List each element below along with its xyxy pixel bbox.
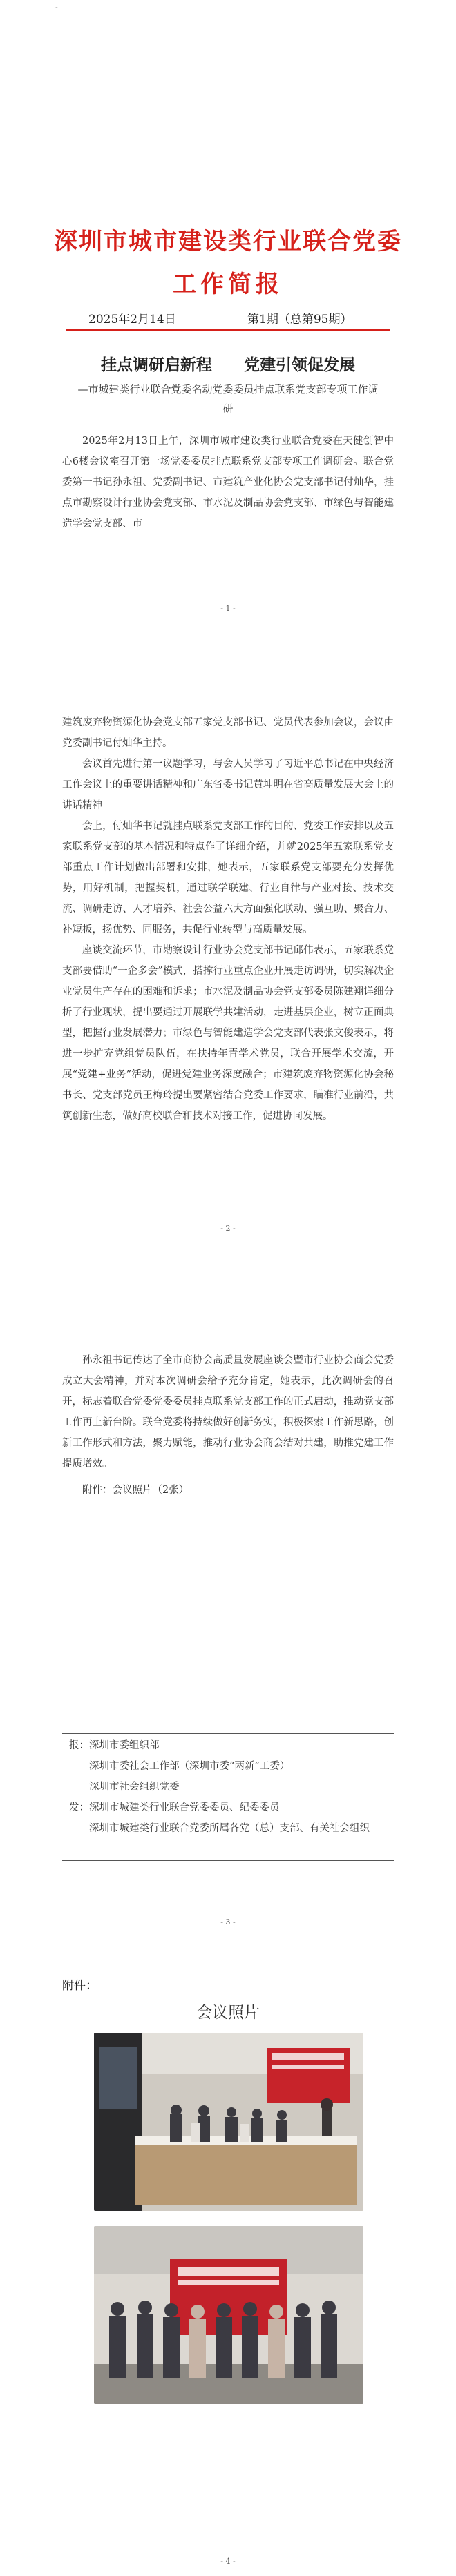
distribution-block [69,1735,401,1839]
meeting-photo-1 [94,2033,363,2211]
article-headline: 挂点调研启新程 党建引领促发展 [101,355,355,374]
page-number: - 1 - [220,604,236,613]
attachment-note: 附件：会议照片（2张） [82,1485,189,1496]
distribution-top-rule [62,1733,394,1734]
meeting-photo-2-image [94,2226,363,2404]
send-recipient: 深圳市委社会工作部（深圳市委“两新”工委） [89,1761,290,1772]
article-body-page3 [62,1350,394,1501]
issue-date: 2025年2月14日 [88,313,176,326]
paragraph-2: 会议首先进行第一议题学习，与会人员学习了习近平总书记在中央经济工作会议上的重要讲话精神和广东省委书记黄坤明在省高质量发展大会上的讲话精神 [62,759,394,811]
bulletin-title-line2: 工作简报 [173,271,283,298]
issue-label: 发： [69,1802,89,1813]
send-recipient: 深圳市委组织部 [89,1740,160,1751]
annex-title: 会议照片 [196,2004,260,2022]
paragraph-1-continued: 建筑废弃物资源化协会党支部五家党支部书记、党员代表参加会议，会议由党委副书记付灿华主持。 [62,717,394,749]
article-body-page2 [62,712,394,1126]
paragraph-3: 会上，付灿华书记就挂点联系党支部工作的目的、党委工作安排以及五家联系党支部的基本情况和特点作了详细介绍，并就2025年五家联系党支部重点工作计划做出部署和安排，她表示，五家联系党支部要充分发挥优势，用好机制，把握契机，通过联学联建、行业自律与产业对接、技术交流、调研走访、人才培养、社会公益六大方面强化联动、强互助、聚合力、补短板，扬优势、同服务，共促行业转型与高质量发展。 [62,821,394,935]
paragraph-1: 2025年2月13日上午，深圳市城市建设类行业联合党委在天健创智中心6楼会议室召开第一场党委委员挂点联系党支部专项工作调研会。联合党委第一书记孙永祖、党委副书记、市建筑产业化协会党支部书记付灿华，挂点市勘察设计行业协会党支部、市水泥及制品协会党支部、市绿色与智能建造学会党支部、市 [62,436,394,529]
page-marker: - [55,3,58,12]
article-paragraph [62,431,394,534]
distribution-bottom-rule [62,1860,394,1861]
meeting-photo-1-image [94,2033,363,2211]
paragraph-5: 孙永祖书记传达了全市商协会高质量发展座谈会暨市行业协会商会党委成立大会精神，并对本次调研会给予充分肯定，她表示，此次调研会的召开，标志着联合党委党委委员挂点联系党支部工作的正式启动，推动党支部工作再上新台阶。联合党委将持续做好创新务实，积极探索工作新思路，创新工作形式和方法，聚力赋能，推动行业协会商会结对共建，助推党建工作提质增效。 [62,1355,394,1470]
issue-recipient: 深圳市城建类行业联合党委委员、纪委委员 [89,1802,280,1813]
page-number: - 4 - [220,2557,236,2566]
paragraph-4: 座谈交流环节，市勘察设计行业协会党支部书记邱伟表示，五家联系党支部要借助“一企多会”模式，搭撑行业重点企业开展走访调研，切实解决企业党员生产存在的困难和诉求；市水泥及制品协会党支部委员陈建翔详细分析了行业现状，提出要通过开展联学共建活动，走进基层企业，树立正面典型，把握行业发展潜力；市绿色与智能建造学会党支部代表张文俊表示，将进一步扩充党组党员队伍，在扶持年青学术党员，联合开展学术交流，开展“党建+业务”活动，促进党建业务深度融合；市建筑废弃物资源化协会秘书长、党支部党员王梅玲提出要紧密结合党委工作要求，瞄准行业前沿，共筑创新生态，做好高校联合和技术对接工作，促进协同发展。 [62,945,394,1122]
bulletin-title-line1: 深圳市城市建设类行业联合党委 [54,228,402,255]
annex-label: 附件： [62,1979,97,1993]
send-label: 报： [69,1740,89,1751]
send-recipient: 深圳市社会组织党委 [89,1782,180,1793]
page-number: - 3 - [220,1918,236,1926]
issue-recipient: 深圳市城建类行业联合党委所属各党（总）支部、有关社会组织 [89,1823,370,1834]
red-divider [66,329,390,331]
page-number: - 2 - [220,1224,236,1233]
article-subheadline: —市城建类行业联合党委名动党委委员挂点联系党支部专项工作调研 [77,383,379,415]
meeting-photo-2 [94,2226,363,2404]
issue-number: 第1期（总第95期） [247,313,352,326]
